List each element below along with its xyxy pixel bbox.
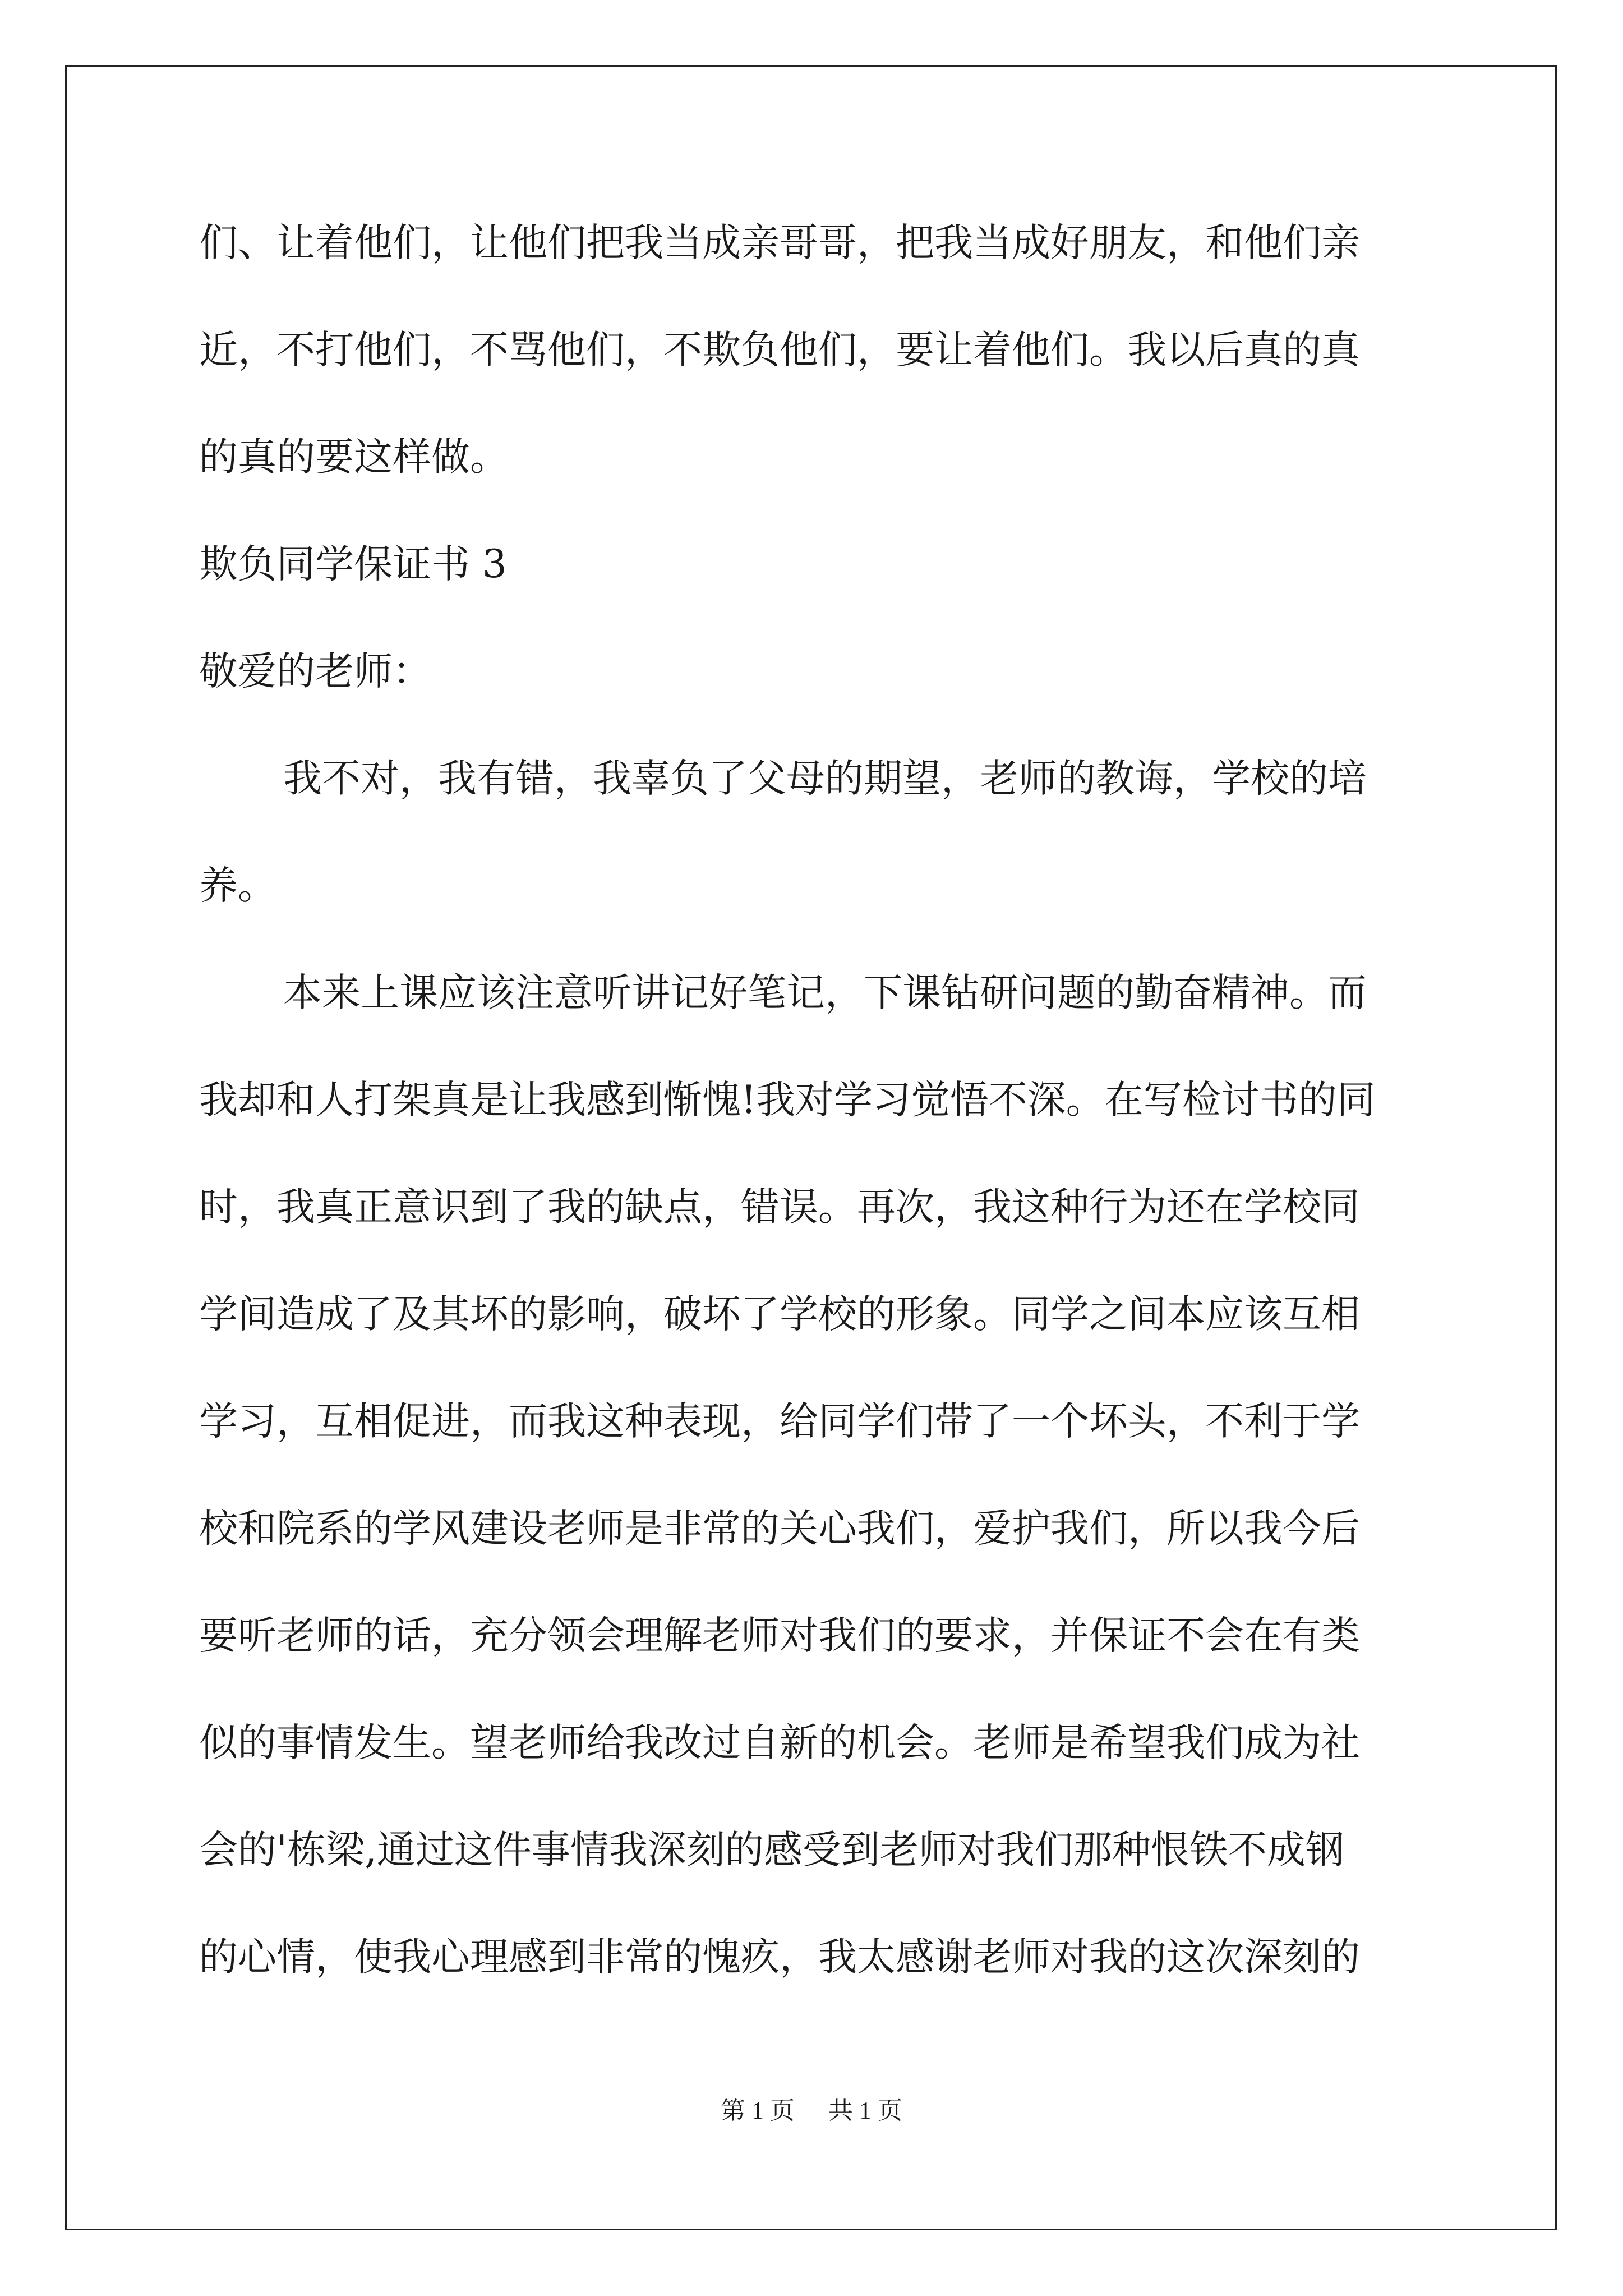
paragraph-start: 我不对，我有错，我辜负了父母的期望，老师的教诲，学校的培 [283, 756, 1367, 801]
text-line: 似的事情发生。望老师给我改过自新的机会。老师是希望我们成为社 [199, 1720, 1360, 1765]
text-line: 的真的要这样做。 [199, 435, 509, 480]
document-body [199, 216, 1433, 2037]
text-line: 校和院系的学风建设老师是非常的关心我们，爱护我们，所以我今后 [199, 1506, 1360, 1551]
text-line: 的心情，使我心理感到非常的愧疚，我太感谢老师对我的这次深刻的 [199, 1935, 1360, 1980]
text-line: 们、让着他们，让他们把我当成亲哥哥，把我当成好朋友，和他们亲 [199, 220, 1360, 265]
text-line: 要听老师的话，充分领会理解老师对我们的要求，并保证不会在有类 [199, 1613, 1360, 1658]
text-line: 学习，互相促进，而我这种表现，给同学们带了一个坏头，不利于学 [199, 1399, 1360, 1444]
paragraph-start: 本来上课应该注意听讲记好笔记，下课钻研问题的勤奋精神。而 [283, 970, 1367, 1015]
section-title: 欺负同学保证书 3 [199, 542, 507, 587]
salutation: 敬爱的老师： [199, 649, 431, 694]
text-line: 会的'栋梁,通过这件事情我深刻的感受到老师对我们那种恨铁不成钢 [199, 1828, 1344, 1872]
page-number: 第 1 页 [721, 2097, 795, 2124]
page-footer [0, 2095, 1623, 2127]
text-line: 时，我真正意识到了我的缺点，错误。再次，我这种行为还在学校同 [199, 1185, 1360, 1230]
text-line: 我却和人打架真是让我感到惭愧!我对学习觉悟不深。在写检讨书的同 [199, 1078, 1376, 1122]
text-line: 近，不打他们，不骂他们，不欺负他们，要让着他们。我以后真的真 [199, 328, 1360, 372]
text-line: 学间造成了及其坏的影响，破坏了学校的形象。同学之间本应该互相 [199, 1292, 1360, 1337]
page-total: 共 1 页 [828, 2097, 902, 2124]
text-line: 养。 [199, 863, 276, 908]
